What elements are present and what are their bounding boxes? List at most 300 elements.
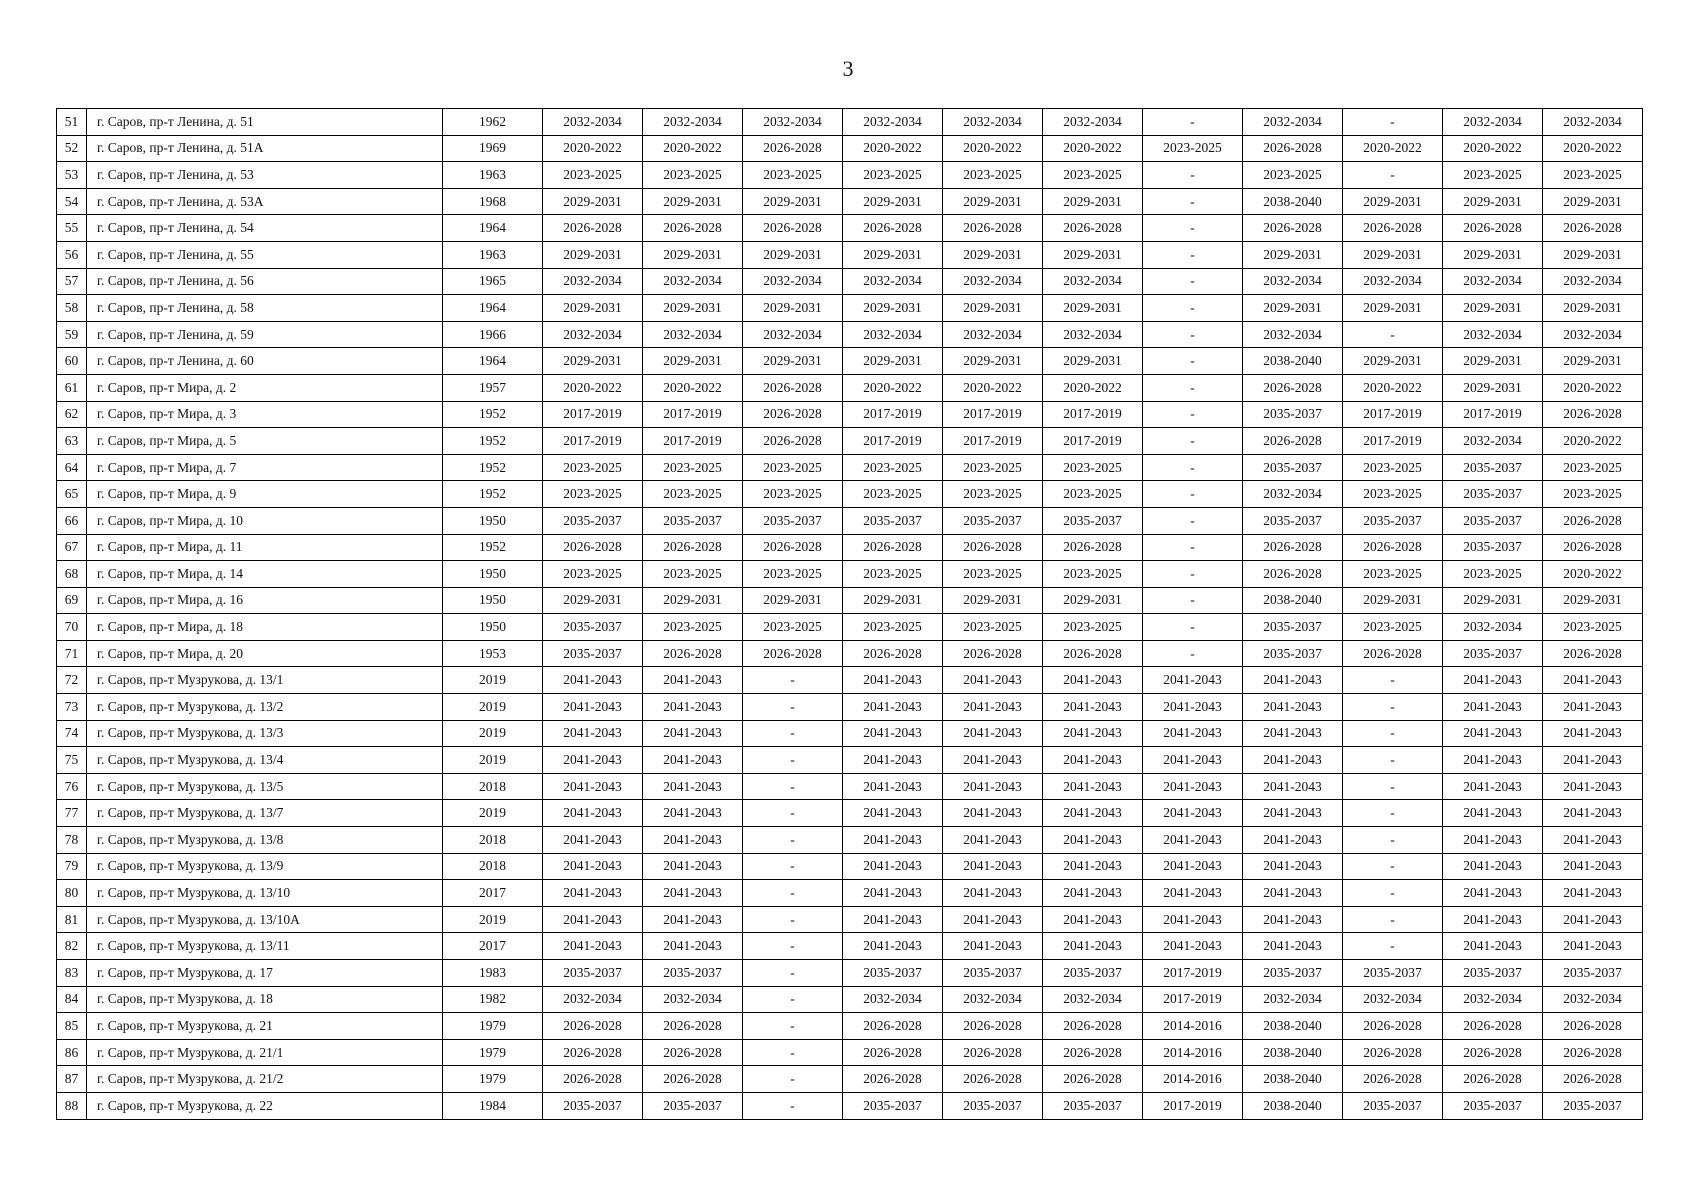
period-cell: 2041-2043 xyxy=(543,827,643,854)
year-cell: 1983 xyxy=(443,960,543,987)
period-cell: 2020-2022 xyxy=(1343,135,1443,162)
year-cell: 1984 xyxy=(443,1092,543,1119)
period-cell: 2035-2037 xyxy=(1343,960,1443,987)
period-cell: 2023-2025 xyxy=(843,481,943,508)
table-row xyxy=(57,827,1643,854)
period-cell: 2032-2034 xyxy=(1443,321,1543,348)
period-cell: 2035-2037 xyxy=(1443,960,1543,987)
period-cell: 2032-2034 xyxy=(1543,986,1643,1013)
period-cell: 2026-2028 xyxy=(543,534,643,561)
period-cell: 2026-2028 xyxy=(843,1066,943,1093)
period-cell: 2026-2028 xyxy=(1043,1013,1143,1040)
period-cell: 2029-2031 xyxy=(1543,295,1643,322)
table-row xyxy=(57,986,1643,1013)
period-cell: 2029-2031 xyxy=(943,188,1043,215)
period-cell: 2035-2037 xyxy=(543,507,643,534)
period-cell: 2032-2034 xyxy=(843,986,943,1013)
period-cell: 2041-2043 xyxy=(843,747,943,774)
period-cell: 2041-2043 xyxy=(943,906,1043,933)
period-cell: 2032-2034 xyxy=(1443,109,1543,136)
period-cell: - xyxy=(743,747,843,774)
period-cell: - xyxy=(1143,561,1243,588)
table-row xyxy=(57,109,1643,136)
period-cell: 2035-2037 xyxy=(543,640,643,667)
period-cell: 2020-2022 xyxy=(643,135,743,162)
period-cell: - xyxy=(1143,534,1243,561)
period-cell: 2032-2034 xyxy=(543,268,643,295)
period-cell: 2020-2022 xyxy=(943,135,1043,162)
row-number-cell: 68 xyxy=(57,561,87,588)
period-cell: 2041-2043 xyxy=(543,667,643,694)
period-cell: 2041-2043 xyxy=(843,773,943,800)
period-cell: 2029-2031 xyxy=(643,348,743,375)
period-cell: 2032-2034 xyxy=(943,986,1043,1013)
period-cell: 2035-2037 xyxy=(543,1092,643,1119)
period-cell: 2032-2034 xyxy=(1343,268,1443,295)
period-cell: 2023-2025 xyxy=(543,481,643,508)
period-cell: 2014-2016 xyxy=(1143,1013,1243,1040)
period-cell: 2023-2025 xyxy=(1143,135,1243,162)
period-cell: 2017-2019 xyxy=(543,428,643,455)
period-cell: 2041-2043 xyxy=(543,747,643,774)
period-cell: 2026-2028 xyxy=(743,640,843,667)
period-cell: 2023-2025 xyxy=(1243,162,1343,189)
year-cell: 1979 xyxy=(443,1039,543,1066)
period-cell: 2035-2037 xyxy=(1443,534,1543,561)
period-cell: 2026-2028 xyxy=(1243,534,1343,561)
period-cell: 2041-2043 xyxy=(1043,720,1143,747)
period-cell: 2020-2022 xyxy=(843,374,943,401)
period-cell: 2017-2019 xyxy=(843,428,943,455)
year-cell: 2019 xyxy=(443,720,543,747)
address-cell: г. Саров, пр-т Ленина, д. 60 xyxy=(87,348,443,375)
period-cell: - xyxy=(1143,614,1243,641)
period-cell: 2026-2028 xyxy=(643,1039,743,1066)
period-cell: 2041-2043 xyxy=(543,800,643,827)
address-cell: г. Саров, пр-т Музрукова, д. 13/11 xyxy=(87,933,443,960)
period-cell: 2032-2034 xyxy=(1243,481,1343,508)
period-cell: 2026-2028 xyxy=(1043,1039,1143,1066)
period-cell: 2035-2037 xyxy=(1343,1092,1443,1119)
period-cell: 2023-2025 xyxy=(1543,162,1643,189)
period-cell: - xyxy=(1143,215,1243,242)
address-cell: г. Саров, пр-т Музрукова, д. 18 xyxy=(87,986,443,1013)
address-cell: г. Саров, пр-т Ленина, д. 56 xyxy=(87,268,443,295)
period-cell: 2041-2043 xyxy=(1143,880,1243,907)
period-cell: - xyxy=(1143,481,1243,508)
period-cell: 2023-2025 xyxy=(1043,481,1143,508)
table-row xyxy=(57,241,1643,268)
period-cell: 2041-2043 xyxy=(1243,933,1343,960)
period-cell: - xyxy=(1343,667,1443,694)
period-cell: 2041-2043 xyxy=(1043,773,1143,800)
period-cell: 2026-2028 xyxy=(743,401,843,428)
address-cell: г. Саров, пр-т Музрукова, д. 22 xyxy=(87,1092,443,1119)
period-cell: 2041-2043 xyxy=(1043,747,1143,774)
period-cell: 2026-2028 xyxy=(1543,534,1643,561)
period-cell: 2041-2043 xyxy=(843,933,943,960)
period-cell: 2029-2031 xyxy=(543,188,643,215)
table-row xyxy=(57,1092,1643,1119)
period-cell: 2017-2019 xyxy=(1343,428,1443,455)
year-cell: 1963 xyxy=(443,162,543,189)
period-cell: 2032-2034 xyxy=(1043,109,1143,136)
table-row xyxy=(57,481,1643,508)
period-cell: - xyxy=(1343,162,1443,189)
period-cell: 2035-2037 xyxy=(1243,507,1343,534)
period-cell: 2014-2016 xyxy=(1143,1039,1243,1066)
period-cell: 2041-2043 xyxy=(1043,853,1143,880)
period-cell: - xyxy=(1143,241,1243,268)
period-cell: 2017-2019 xyxy=(1443,401,1543,428)
period-cell: 2032-2034 xyxy=(1443,428,1543,455)
period-cell: 2026-2028 xyxy=(1443,215,1543,242)
period-cell: 2023-2025 xyxy=(743,614,843,641)
period-cell: 2026-2028 xyxy=(743,534,843,561)
table-row xyxy=(57,906,1643,933)
period-cell: 2026-2028 xyxy=(1543,1066,1643,1093)
period-cell: 2041-2043 xyxy=(543,694,643,721)
year-cell: 2019 xyxy=(443,747,543,774)
period-cell: 2041-2043 xyxy=(543,906,643,933)
period-cell: 2032-2034 xyxy=(1543,268,1643,295)
period-cell: 2029-2031 xyxy=(1243,241,1343,268)
period-cell: 2029-2031 xyxy=(1543,188,1643,215)
row-number-cell: 53 xyxy=(57,162,87,189)
period-cell: 2032-2034 xyxy=(943,109,1043,136)
table-row xyxy=(57,667,1643,694)
address-cell: г. Саров, пр-т Музрукова, д. 13/1 xyxy=(87,667,443,694)
period-cell: 2017-2019 xyxy=(643,401,743,428)
address-cell: г. Саров, пр-т Мира, д. 3 xyxy=(87,401,443,428)
table-row xyxy=(57,321,1643,348)
period-cell: 2032-2034 xyxy=(1043,986,1143,1013)
table-row xyxy=(57,507,1643,534)
table-row xyxy=(57,933,1643,960)
period-cell: 2026-2028 xyxy=(1543,1013,1643,1040)
year-cell: 1979 xyxy=(443,1013,543,1040)
period-cell: 2026-2028 xyxy=(1043,215,1143,242)
period-cell: 2041-2043 xyxy=(543,853,643,880)
period-cell: 2041-2043 xyxy=(1443,667,1543,694)
table-row xyxy=(57,162,1643,189)
period-cell: 2026-2028 xyxy=(1343,1066,1443,1093)
row-number-cell: 71 xyxy=(57,640,87,667)
period-cell: 2026-2028 xyxy=(1443,1039,1543,1066)
period-cell: 2041-2043 xyxy=(1143,906,1243,933)
period-cell: - xyxy=(743,853,843,880)
page-number: 3 xyxy=(842,56,854,81)
row-number-cell: 72 xyxy=(57,667,87,694)
period-cell: 2026-2028 xyxy=(1443,1013,1543,1040)
period-cell: 2014-2016 xyxy=(1143,1066,1243,1093)
period-cell: 2041-2043 xyxy=(1243,827,1343,854)
table-row xyxy=(57,454,1643,481)
period-cell: 2035-2037 xyxy=(643,1092,743,1119)
row-number-cell: 74 xyxy=(57,720,87,747)
address-cell: г. Саров, пр-т Мира, д. 18 xyxy=(87,614,443,641)
period-cell: - xyxy=(743,906,843,933)
period-cell: 2023-2025 xyxy=(1443,162,1543,189)
table-row xyxy=(57,747,1643,774)
period-cell: 2023-2025 xyxy=(743,561,843,588)
period-cell: 2020-2022 xyxy=(1343,374,1443,401)
period-cell: 2026-2028 xyxy=(643,640,743,667)
period-cell: 2023-2025 xyxy=(643,561,743,588)
row-number-cell: 67 xyxy=(57,534,87,561)
row-number-cell: 86 xyxy=(57,1039,87,1066)
row-number-cell: 83 xyxy=(57,960,87,987)
period-cell: - xyxy=(743,1092,843,1119)
period-cell: 2026-2028 xyxy=(1343,1013,1443,1040)
period-cell: 2041-2043 xyxy=(1443,827,1543,854)
period-cell: 2023-2025 xyxy=(1543,454,1643,481)
address-cell: г. Саров, пр-т Музрукова, д. 13/7 xyxy=(87,800,443,827)
period-cell: 2041-2043 xyxy=(1143,720,1243,747)
year-cell: 1964 xyxy=(443,348,543,375)
table-row xyxy=(57,853,1643,880)
period-cell: 2035-2037 xyxy=(1543,1092,1643,1119)
period-cell: 2026-2028 xyxy=(943,534,1043,561)
period-cell: 2029-2031 xyxy=(1343,348,1443,375)
period-cell: 2029-2031 xyxy=(1443,374,1543,401)
period-cell: 2020-2022 xyxy=(1543,428,1643,455)
period-cell: 2041-2043 xyxy=(1543,667,1643,694)
period-cell: 2023-2025 xyxy=(743,162,843,189)
row-number-cell: 76 xyxy=(57,773,87,800)
row-number-cell: 55 xyxy=(57,215,87,242)
period-cell: 2041-2043 xyxy=(1043,827,1143,854)
period-cell: 2035-2037 xyxy=(843,1092,943,1119)
period-cell: 2023-2025 xyxy=(1043,454,1143,481)
period-cell: 2020-2022 xyxy=(1043,374,1143,401)
period-cell: 2041-2043 xyxy=(1243,747,1343,774)
period-cell: 2041-2043 xyxy=(1243,773,1343,800)
row-number-cell: 81 xyxy=(57,906,87,933)
period-cell: 2023-2025 xyxy=(943,561,1043,588)
row-number-cell: 84 xyxy=(57,986,87,1013)
address-cell: г. Саров, пр-т Мира, д. 5 xyxy=(87,428,443,455)
period-cell: 2041-2043 xyxy=(943,773,1043,800)
period-cell: 2023-2025 xyxy=(1343,614,1443,641)
period-cell: 2026-2028 xyxy=(943,640,1043,667)
table-row xyxy=(57,374,1643,401)
period-cell: 2032-2034 xyxy=(943,268,1043,295)
period-cell: - xyxy=(1343,694,1443,721)
period-cell: 2035-2037 xyxy=(843,960,943,987)
table-body xyxy=(57,109,1643,1120)
period-cell: 2029-2031 xyxy=(1443,241,1543,268)
period-cell: 2041-2043 xyxy=(1043,800,1143,827)
year-cell: 1965 xyxy=(443,268,543,295)
period-cell: 2032-2034 xyxy=(1543,109,1643,136)
period-cell: 2026-2028 xyxy=(643,215,743,242)
year-cell: 1953 xyxy=(443,640,543,667)
period-cell: 2020-2022 xyxy=(1443,135,1543,162)
period-cell: 2029-2031 xyxy=(643,587,743,614)
address-cell: г. Саров, пр-т Ленина, д. 53 xyxy=(87,162,443,189)
period-cell: 2041-2043 xyxy=(643,906,743,933)
period-cell: 2023-2025 xyxy=(543,162,643,189)
period-cell: - xyxy=(1343,906,1443,933)
address-cell: г. Саров, пр-т Мира, д. 20 xyxy=(87,640,443,667)
period-cell: 2041-2043 xyxy=(1243,853,1343,880)
period-cell: 2029-2031 xyxy=(843,188,943,215)
period-cell: 2026-2028 xyxy=(743,428,843,455)
period-cell: 2035-2037 xyxy=(1343,507,1443,534)
period-cell: 2026-2028 xyxy=(943,215,1043,242)
period-cell: 2041-2043 xyxy=(1543,827,1643,854)
period-cell: 2026-2028 xyxy=(943,1066,1043,1093)
period-cell: 2041-2043 xyxy=(643,933,743,960)
address-cell: г. Саров, пр-т Мира, д. 16 xyxy=(87,587,443,614)
address-cell: г. Саров, пр-т Музрукова, д. 21 xyxy=(87,1013,443,1040)
period-cell: 2026-2028 xyxy=(1343,1039,1443,1066)
year-cell: 2018 xyxy=(443,773,543,800)
period-cell: 2026-2028 xyxy=(543,215,643,242)
period-cell: 2029-2031 xyxy=(1043,295,1143,322)
period-cell: 2029-2031 xyxy=(543,241,643,268)
period-cell: 2032-2034 xyxy=(1243,321,1343,348)
period-cell: 2032-2034 xyxy=(743,109,843,136)
period-cell: - xyxy=(1143,507,1243,534)
period-cell: 2035-2037 xyxy=(643,507,743,534)
period-cell: 2023-2025 xyxy=(943,162,1043,189)
period-cell: 2023-2025 xyxy=(943,614,1043,641)
period-cell: 2029-2031 xyxy=(843,348,943,375)
period-cell: 2041-2043 xyxy=(1143,933,1243,960)
year-cell: 1950 xyxy=(443,614,543,641)
period-cell: 2041-2043 xyxy=(1543,720,1643,747)
period-cell: 2041-2043 xyxy=(1543,800,1643,827)
period-cell: 2026-2028 xyxy=(1543,640,1643,667)
period-cell: 2032-2034 xyxy=(1043,321,1143,348)
period-cell: 2035-2037 xyxy=(1043,507,1143,534)
period-cell: - xyxy=(1343,773,1443,800)
period-cell: 2020-2022 xyxy=(543,135,643,162)
period-cell: 2023-2025 xyxy=(543,561,643,588)
row-number-cell: 59 xyxy=(57,321,87,348)
row-number-cell: 87 xyxy=(57,1066,87,1093)
period-cell: 2029-2031 xyxy=(1343,295,1443,322)
period-cell: 2035-2037 xyxy=(943,1092,1043,1119)
period-cell: 2041-2043 xyxy=(1443,906,1543,933)
period-cell: 2029-2031 xyxy=(1443,348,1543,375)
address-cell: г. Саров, пр-т Музрукова, д. 13/4 xyxy=(87,747,443,774)
row-number-cell: 52 xyxy=(57,135,87,162)
period-cell: 2041-2043 xyxy=(1143,747,1243,774)
period-cell: 2032-2034 xyxy=(943,321,1043,348)
period-cell: 2038-2040 xyxy=(1243,1039,1343,1066)
period-cell: 2035-2037 xyxy=(1243,454,1343,481)
period-cell: 2026-2028 xyxy=(843,215,943,242)
period-cell: 2041-2043 xyxy=(843,853,943,880)
period-cell: 2029-2031 xyxy=(943,241,1043,268)
period-cell: 2041-2043 xyxy=(1243,694,1343,721)
period-cell: 2029-2031 xyxy=(1343,241,1443,268)
row-number-cell: 78 xyxy=(57,827,87,854)
year-cell: 1952 xyxy=(443,401,543,428)
period-cell: 2023-2025 xyxy=(1343,454,1443,481)
period-cell: 2032-2034 xyxy=(643,321,743,348)
period-cell: 2020-2022 xyxy=(943,374,1043,401)
year-cell: 1963 xyxy=(443,241,543,268)
row-number-cell: 54 xyxy=(57,188,87,215)
table-row xyxy=(57,880,1643,907)
address-cell: г. Саров, пр-т Музрукова, д. 13/2 xyxy=(87,694,443,721)
period-cell: 2032-2034 xyxy=(1343,986,1443,1013)
period-cell: - xyxy=(1143,454,1243,481)
period-cell: 2023-2025 xyxy=(1043,561,1143,588)
period-cell: 2026-2028 xyxy=(843,1039,943,1066)
period-cell: 2041-2043 xyxy=(643,720,743,747)
period-cell: 2035-2037 xyxy=(1043,1092,1143,1119)
period-cell: - xyxy=(1343,321,1443,348)
period-cell: 2041-2043 xyxy=(1543,694,1643,721)
year-cell: 1950 xyxy=(443,561,543,588)
period-cell: 2029-2031 xyxy=(1543,348,1643,375)
period-cell: 2032-2034 xyxy=(1443,614,1543,641)
period-cell: 2035-2037 xyxy=(1243,614,1343,641)
period-cell: 2035-2037 xyxy=(743,507,843,534)
table-row xyxy=(57,534,1643,561)
address-cell: г. Саров, пр-т Музрукова, д. 13/10 xyxy=(87,880,443,907)
period-cell: 2017-2019 xyxy=(1043,401,1143,428)
period-cell: 2026-2028 xyxy=(1343,534,1443,561)
table-row xyxy=(57,587,1643,614)
period-cell: 2041-2043 xyxy=(1443,747,1543,774)
year-cell: 1952 xyxy=(443,481,543,508)
period-cell: 2029-2031 xyxy=(1343,188,1443,215)
row-number-cell: 62 xyxy=(57,401,87,428)
period-cell: 2020-2022 xyxy=(643,374,743,401)
period-cell: - xyxy=(1143,321,1243,348)
address-cell: г. Саров, пр-т Мира, д. 11 xyxy=(87,534,443,561)
table-row xyxy=(57,1013,1643,1040)
period-cell: 2029-2031 xyxy=(843,295,943,322)
year-cell: 2019 xyxy=(443,667,543,694)
year-cell: 1952 xyxy=(443,454,543,481)
period-cell: 2041-2043 xyxy=(943,667,1043,694)
period-cell: 2032-2034 xyxy=(643,109,743,136)
period-cell: 2041-2043 xyxy=(1043,880,1143,907)
address-cell: г. Саров, пр-т Музрукова, д. 13/9 xyxy=(87,853,443,880)
year-cell: 1957 xyxy=(443,374,543,401)
period-cell: 2026-2028 xyxy=(843,534,943,561)
address-cell: г. Саров, пр-т Ленина, д. 51 xyxy=(87,109,443,136)
period-cell: 2029-2031 xyxy=(1343,587,1443,614)
row-number-cell: 61 xyxy=(57,374,87,401)
table-row xyxy=(57,268,1643,295)
period-cell: 2023-2025 xyxy=(1543,481,1643,508)
period-cell: 2029-2031 xyxy=(643,241,743,268)
period-cell: - xyxy=(1143,348,1243,375)
row-number-cell: 56 xyxy=(57,241,87,268)
period-cell: 2041-2043 xyxy=(843,906,943,933)
period-cell: 2041-2043 xyxy=(1443,933,1543,960)
period-cell: 2041-2043 xyxy=(843,800,943,827)
period-cell: 2017-2019 xyxy=(1343,401,1443,428)
period-cell: 2029-2031 xyxy=(743,295,843,322)
period-cell: 2041-2043 xyxy=(843,880,943,907)
period-cell: 2041-2043 xyxy=(1543,747,1643,774)
period-cell: 2041-2043 xyxy=(643,827,743,854)
table-row xyxy=(57,561,1643,588)
period-cell: 2032-2034 xyxy=(743,321,843,348)
period-cell: 2026-2028 xyxy=(1543,1039,1643,1066)
period-cell: 2038-2040 xyxy=(1243,587,1343,614)
row-number-cell: 79 xyxy=(57,853,87,880)
